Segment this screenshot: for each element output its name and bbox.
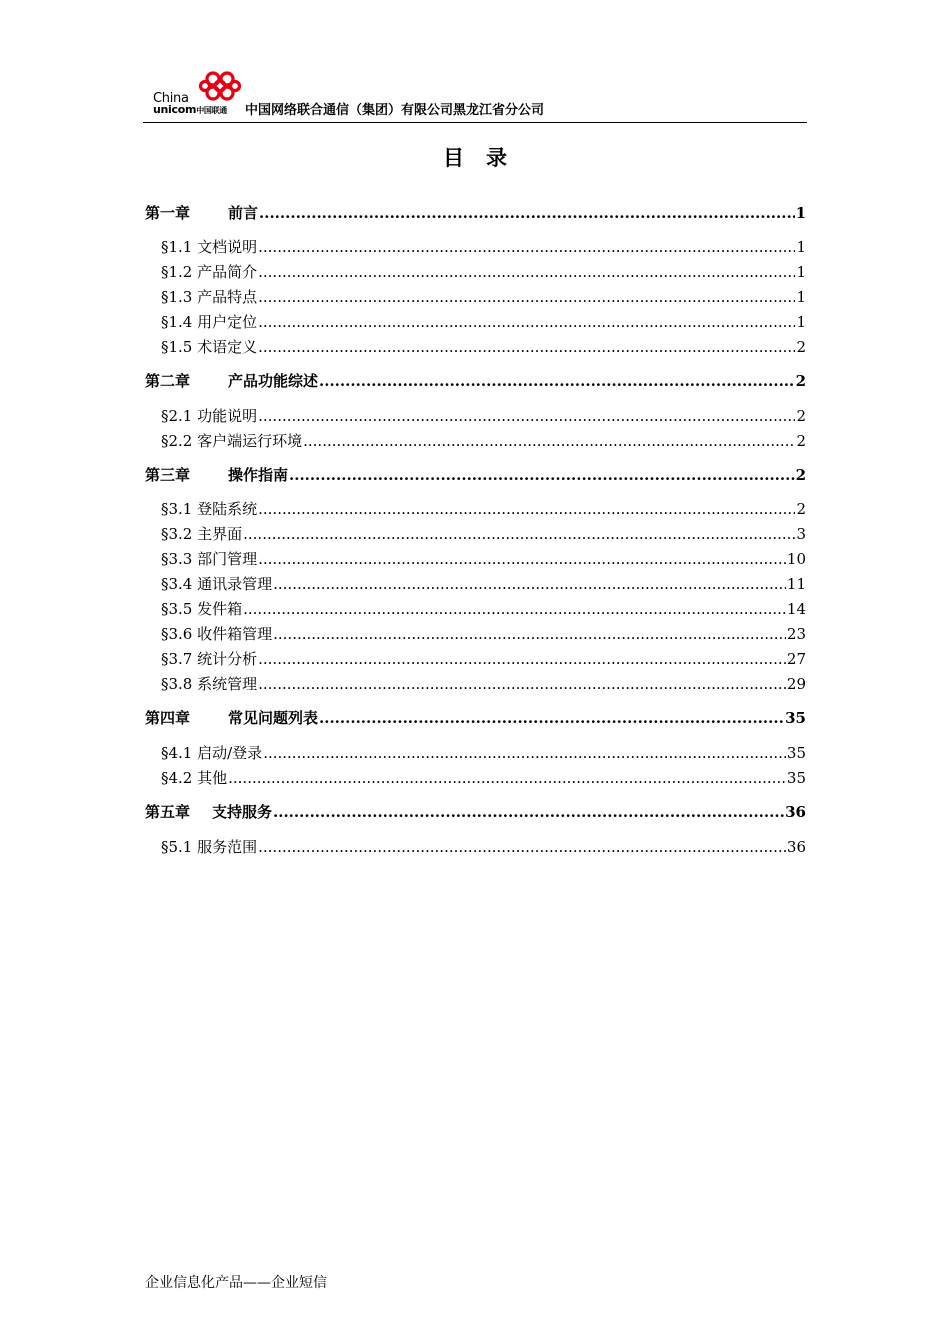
toc-entry-label: §3.7 统计分析 bbox=[161, 650, 258, 668]
logo-text-china: China bbox=[153, 91, 189, 106]
page-title: 目录 bbox=[443, 146, 529, 170]
toc-page-number: 3 bbox=[796, 525, 806, 543]
toc-entry-label: §3.1 登陆系统 bbox=[161, 500, 258, 518]
logo-text-unicom-cn: 中国联通 bbox=[196, 106, 227, 115]
toc-page-number: 2 bbox=[796, 338, 806, 356]
toc-entry-label: §1.4 用户定位 bbox=[161, 313, 258, 331]
page-header bbox=[143, 68, 807, 123]
toc-dot-leader bbox=[258, 337, 795, 357]
toc-chapter-entry[interactable] bbox=[145, 802, 806, 822]
toc-entry-label: §5.1 服务范围 bbox=[161, 838, 258, 856]
toc-section-entry[interactable] bbox=[161, 262, 806, 282]
toc-section-entry[interactable] bbox=[161, 837, 806, 857]
toc-page-number: 1 bbox=[796, 263, 806, 281]
toc-dot-leader bbox=[258, 499, 795, 519]
toc-section-entry[interactable] bbox=[161, 406, 806, 426]
toc-page-number: 14 bbox=[786, 600, 806, 618]
toc-page-number: 35 bbox=[786, 744, 806, 762]
toc-section-entry[interactable] bbox=[161, 524, 806, 544]
toc-page-number: 11 bbox=[786, 575, 806, 593]
toc-dot-leader bbox=[243, 599, 786, 619]
toc-entry-label: §3.3 部门管理 bbox=[161, 550, 258, 568]
unicom-knot-icon bbox=[197, 70, 243, 104]
toc-entry-label: §4.1 启动/登录 bbox=[161, 744, 263, 762]
toc-entry-label: §1.1 文档说明 bbox=[161, 238, 258, 256]
toc-dot-leader bbox=[258, 674, 786, 694]
toc-chapter-number: 第五章 bbox=[145, 803, 191, 821]
toc-chapter-number: 第四章 bbox=[145, 709, 191, 727]
toc-dot-leader bbox=[289, 465, 795, 485]
toc-dot-leader bbox=[258, 837, 786, 857]
toc-section-entry[interactable] bbox=[161, 312, 806, 332]
toc-section-entry[interactable] bbox=[161, 431, 806, 451]
toc-page-number: 35 bbox=[786, 769, 806, 787]
toc-section-entry[interactable] bbox=[161, 599, 806, 619]
toc-page-number: 2 bbox=[796, 407, 806, 425]
toc-dot-leader bbox=[319, 708, 784, 728]
toc-entry-label: §3.2 主界面 bbox=[161, 525, 243, 543]
toc-chapter-number: 第一章 bbox=[145, 204, 191, 222]
toc-entry-label: §1.3 产品特点 bbox=[161, 288, 258, 306]
logo-text-unicom bbox=[153, 104, 227, 117]
toc-entry-label: §1.2 产品简介 bbox=[161, 263, 258, 281]
toc-section-entry[interactable] bbox=[161, 549, 806, 569]
toc-dot-leader bbox=[258, 649, 786, 669]
toc-page-number: 29 bbox=[786, 675, 806, 693]
toc-entry-label: §2.1 功能说明 bbox=[161, 407, 258, 425]
toc-dot-leader bbox=[243, 524, 795, 544]
toc-dot-leader bbox=[263, 743, 786, 763]
toc-page-number: 10 bbox=[786, 550, 806, 568]
toc-entry-label: §2.2 客户端运行环境 bbox=[161, 432, 303, 450]
toc-section-entry[interactable] bbox=[161, 337, 806, 357]
toc-chapter-entry[interactable] bbox=[145, 203, 806, 223]
toc-entry-label: 支持服务 bbox=[212, 803, 273, 821]
toc-section-entry[interactable] bbox=[161, 674, 806, 694]
toc-page-number: 1 bbox=[796, 313, 806, 331]
toc-section-entry[interactable] bbox=[161, 624, 806, 644]
toc-section-entry[interactable] bbox=[161, 574, 806, 594]
toc-entry-label: §3.6 收件箱管理 bbox=[161, 625, 273, 643]
toc-dot-leader bbox=[258, 287, 795, 307]
toc-section-entry[interactable] bbox=[161, 287, 806, 307]
page-footer: 企业信息化产品——企业短信 bbox=[145, 1275, 327, 1291]
toc-entry-label: §3.8 系统管理 bbox=[161, 675, 258, 693]
toc-dot-leader bbox=[258, 549, 786, 569]
toc-dot-leader bbox=[258, 406, 795, 426]
toc-chapter-entry[interactable] bbox=[145, 371, 806, 391]
toc-page-number: 35 bbox=[785, 709, 806, 727]
toc-page-number: 2 bbox=[796, 500, 806, 518]
toc-section-entry[interactable] bbox=[161, 768, 806, 788]
logo-text-unicom-en: unicom bbox=[153, 103, 197, 116]
toc-dot-leader bbox=[273, 802, 784, 822]
toc-page-number: 1 bbox=[795, 204, 806, 222]
toc-dot-leader bbox=[273, 574, 786, 594]
toc-section-entry[interactable] bbox=[161, 743, 806, 763]
toc-page-number: 23 bbox=[786, 625, 806, 643]
toc-chapter-number: 第三章 bbox=[145, 466, 191, 484]
toc-dot-leader bbox=[228, 768, 786, 788]
toc-section-entry[interactable] bbox=[161, 237, 806, 257]
toc-entry-label: 前言 bbox=[228, 204, 259, 222]
toc-page-number: 36 bbox=[785, 803, 806, 821]
toc-page-number: 1 bbox=[796, 288, 806, 306]
toc-page-number: 27 bbox=[786, 650, 806, 668]
toc-dot-leader bbox=[258, 262, 795, 282]
toc-dot-leader bbox=[259, 203, 795, 223]
toc-entry-label: §1.5 术语定义 bbox=[161, 338, 258, 356]
toc-page-number: 1 bbox=[796, 238, 806, 256]
toc-entry-label: §4.2 其他 bbox=[161, 769, 228, 787]
toc-dot-leader bbox=[303, 431, 795, 451]
toc-page-number: 36 bbox=[786, 838, 806, 856]
toc-dot-leader bbox=[273, 624, 786, 644]
toc-entry-label: §3.4 通讯录管理 bbox=[161, 575, 273, 593]
toc-section-entry[interactable] bbox=[161, 649, 806, 669]
toc-page-number: 2 bbox=[795, 372, 806, 390]
toc-dot-leader bbox=[258, 237, 795, 257]
toc-entry-label: §3.5 发件箱 bbox=[161, 600, 243, 618]
china-unicom-logo bbox=[153, 70, 247, 120]
toc-entry-label: 产品功能综述 bbox=[228, 372, 319, 390]
company-name: 中国网络联合通信（集团）有限公司黑龙江省分公司 bbox=[245, 103, 545, 118]
toc-chapter-entry[interactable] bbox=[145, 708, 806, 728]
toc-entry-label: 操作指南 bbox=[228, 466, 289, 484]
toc-chapter-entry[interactable] bbox=[145, 465, 806, 485]
toc-page-number: 2 bbox=[795, 466, 806, 484]
toc-page-number: 2 bbox=[796, 432, 806, 450]
toc-entry-label: 常见问题列表 bbox=[228, 709, 319, 727]
toc-chapter-number: 第二章 bbox=[145, 372, 191, 390]
toc-dot-leader bbox=[258, 312, 795, 332]
toc-section-entry[interactable] bbox=[161, 499, 806, 519]
toc-dot-leader bbox=[319, 371, 795, 391]
